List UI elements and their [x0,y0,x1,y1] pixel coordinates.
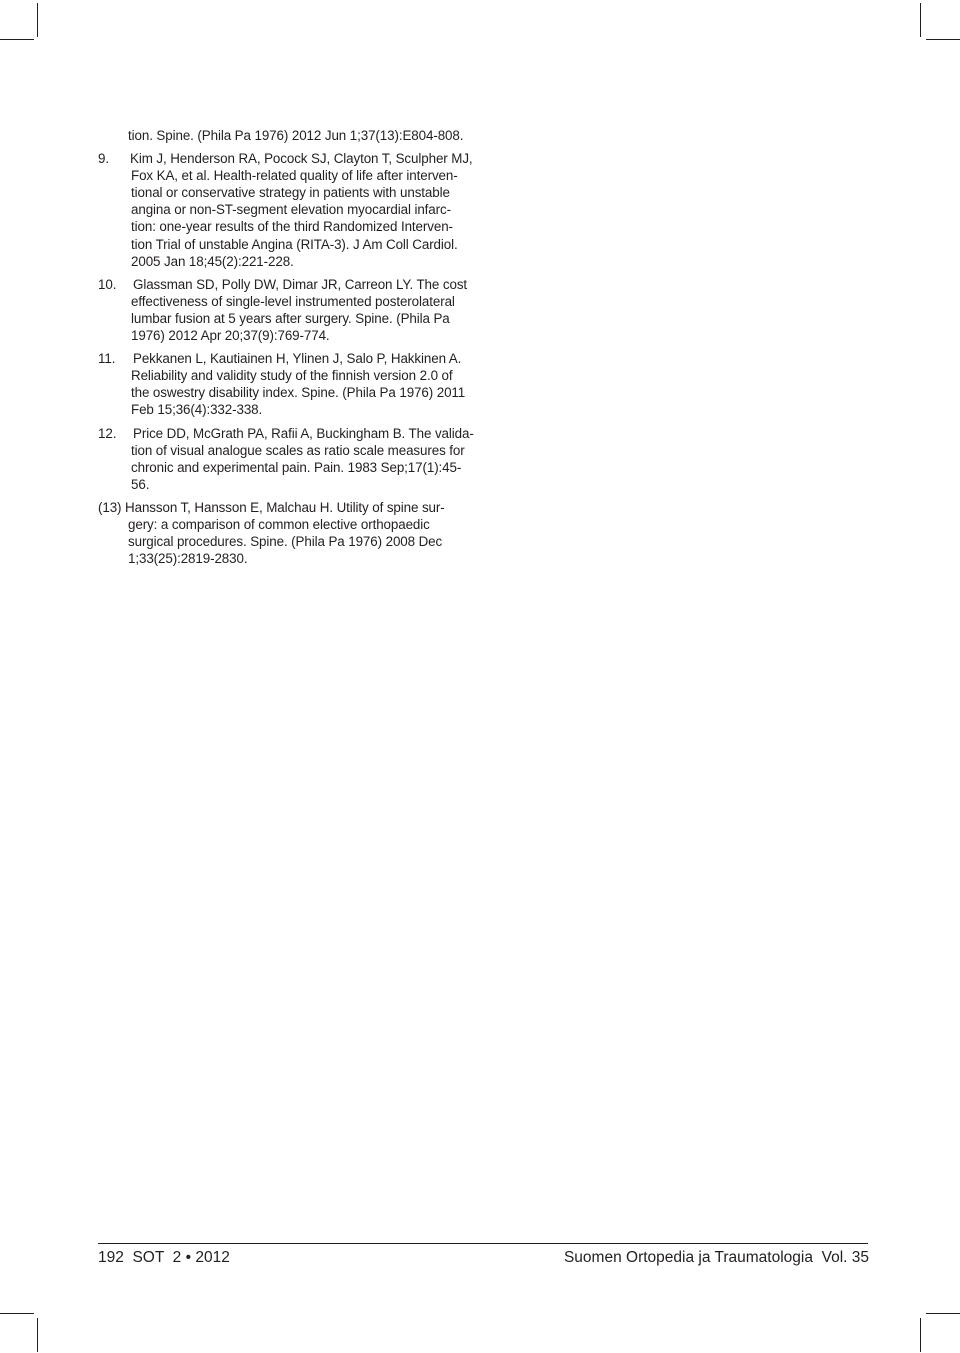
reference-text: lumbar fusion at 5 years after surgery. Spine. (Phila Pa [131,310,450,326]
reference-text: surgical procedures. Spine. (Phila Pa 1976) 2008 Dec [128,534,443,550]
reference-number: 12. [98,425,117,441]
reference-text: 1;33(25):2819-2830. [128,551,248,567]
reference-list [98,127,478,567]
reference-text: Feb 15;36(4):332-338. [131,402,263,418]
reference-text: 2005 Jan 18;45(2):221-228. [131,253,294,269]
crop-mark [0,39,34,40]
reference-text: tional or conservative strategy in patients with unstable [131,185,450,201]
reference-text: (13) Hansson T, Hansson E, Malchau H. Utility of spine sur- [98,499,445,515]
reference-text: chronic and experimental pain. Pain. 1983 Sep;17(1):45- [131,459,462,475]
crop-mark [920,1318,921,1352]
reference-number: 10. [98,276,117,292]
crop-mark [0,1313,34,1314]
reference-text: angina or non-ST-segment elevation myocardial infarc- [131,202,451,218]
footer-rule [98,1243,868,1244]
reference-text: tion of visual analogue scales as ratio scale measures for [131,442,465,458]
reference-text: Fox KA, et al. Health-related quality of life after interven- [131,168,458,184]
reference-text: tion: one-year results of the third Randomized Interven- [131,219,453,235]
reference-text: Kim J, Henderson RA, Pocock SJ, Clayton T, Sculpher MJ, [130,151,473,167]
reference-text: 1976) 2012 Apr 20;37(9):769-774. [131,328,330,344]
footer-page-info: 192 SOT 2 • 2012 [98,1249,230,1266]
reference-text: effectiveness of single-level instrumented posterolateral [131,293,455,309]
crop-mark [920,3,921,37]
reference-text: Glassman SD, Polly DW, Dimar JR, Carreon LY. The cost [133,276,468,292]
crop-mark [926,1313,960,1314]
reference-continuation: tion. Spine. (Phila Pa 1976) 2012 Jun 1;37(13):E804-808. [128,128,464,143]
crop-mark [37,3,38,37]
reference-text: Price DD, McGrath PA, Rafii A, Buckingham B. The valida- [133,425,474,441]
reference-item [98,276,478,344]
reference-number: 11. [98,351,116,367]
reference-text: 56. [131,476,150,492]
crop-mark [37,1318,38,1352]
reference-text: tion Trial of unstable Angina (RITA-3). J Am Coll Cardiol. [131,236,458,252]
reference-text: Reliability and validity study of the finnish version 2.0 of [131,368,453,384]
reference-text: Pekkanen L, Kautiainen H, Ylinen J, Salo P, Hakkinen A. [133,351,462,367]
crop-mark [926,39,960,40]
reference-item [98,350,478,418]
reference-text: the oswestry disability index. Spine. (Phila Pa 1976) 2011 [131,385,466,401]
reference-item [98,425,478,493]
reference-item [98,499,478,567]
footer-journal-title: Suomen Ortopedia ja Traumatologia Vol. 35 [563,1249,869,1266]
reference-item [98,150,478,270]
reference-number: 9. [98,151,109,167]
reference-text: gery: a comparison of common elective orthopaedic [128,516,430,532]
